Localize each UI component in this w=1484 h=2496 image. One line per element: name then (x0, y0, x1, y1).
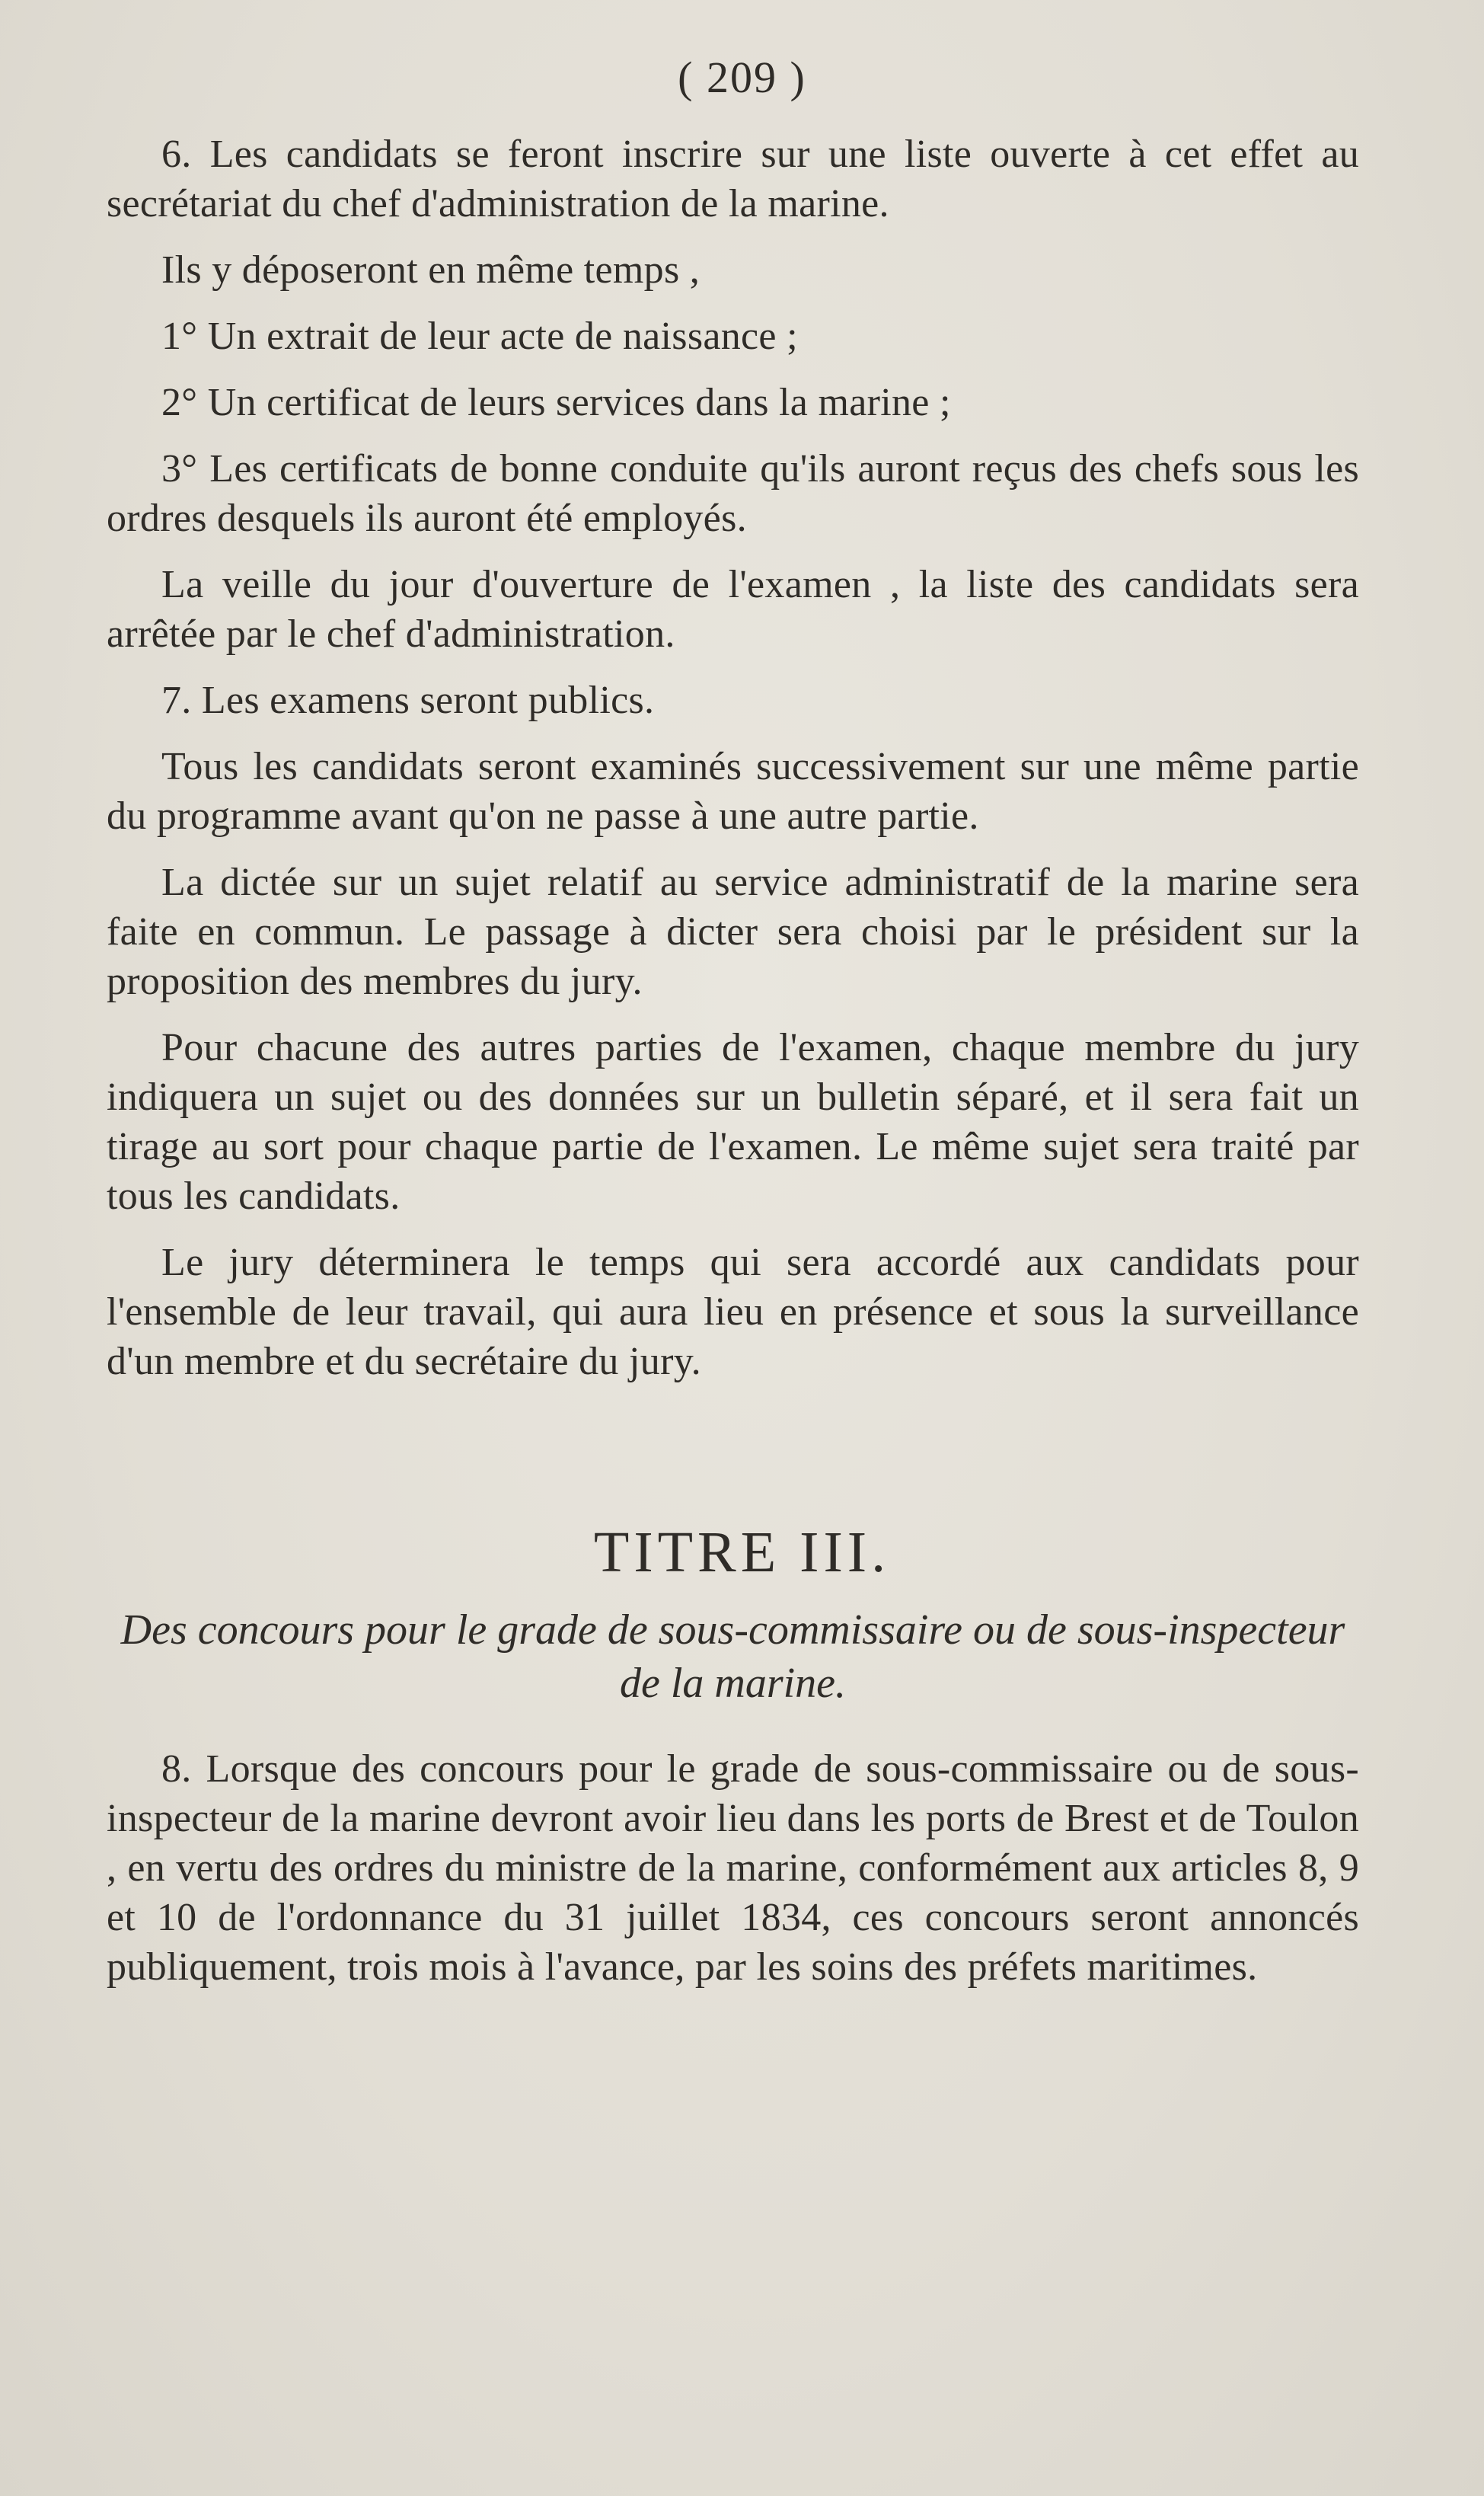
deposit-intro-paragraph: Ils y déposeront en même temps , (161, 248, 701, 292)
subject-draw-paragraph: Pour chacune des autres parties de l'examen, chaque membre du jury indiquera un sujet ou des données sur un bulletin séparé, et il sera fait un tirage au sort pour chaque partie de l'examen. Le même sujet sera traité par tous les candidats. (107, 1026, 1359, 1218)
title-subtitle: Des concours pour le grade de sous-commissaire ou de sous-inspecteur de la marine. (120, 1606, 1345, 1707)
section-two (107, 1744, 1359, 1992)
examination-order-paragraph: Tous les candidats seront examinés successivement sur une même partie du programme avant qu'on ne passe à une autre partie. (107, 745, 1359, 838)
list-item-birth-certificate: 1° Un extrait de leur acte de naissance ; (161, 315, 798, 358)
article-8-paragraph: 8. Lorsque des concours pour le grade de sous-commissaire ou de sous-inspecteur de la marine devront avoir lieu dans les ports de Brest et de Toulon , en vertu des ordres du ministre de la marine, conformément aux articles 8, 9 et 10 de l'ordonnance du 31 juillet 1834, ces concours seront annoncés publiquement, trois mois à l'avance, par les soins des préfets maritimes. (107, 1747, 1359, 1989)
article-7-paragraph: 7. Les examens seront publics. (161, 679, 655, 722)
section-one (107, 129, 1359, 1386)
page-number: ( 209 ) (678, 53, 806, 102)
title-heading: TITRE III. (593, 1520, 891, 1584)
time-allotment-paragraph: Le jury déterminera le temps qui sera accordé aux candidats pour l'ensemble de leur travail, qui aura lieu en présence et sous la surveillance d'un membre et du secrétaire du jury. (107, 1241, 1359, 1383)
article-6-paragraph: 6. Les candidats se feront inscrire sur une liste ouverte à cet effet au secrétariat du chef d'administration de la marine. (107, 133, 1359, 225)
dictation-paragraph: La dictée sur un sujet relatif au service administratif de la marine sera faite en commun. Le passage à dicter sera choisi par le président sur la proposition des membres du jury. (107, 861, 1359, 1003)
candidate-list-paragraph: La veille du jour d'ouverture de l'examen , la liste des candidats sera arrêtée par le chef d'administration. (107, 563, 1359, 656)
list-item-service-certificate: 2° Un certificat de leurs services dans la marine ; (161, 381, 951, 424)
list-item-conduct-certificates: 3° Les certificats de bonne conduite qu'ils auront reçus des chefs sous les ordres desquels ils auront été employés. (107, 447, 1359, 540)
